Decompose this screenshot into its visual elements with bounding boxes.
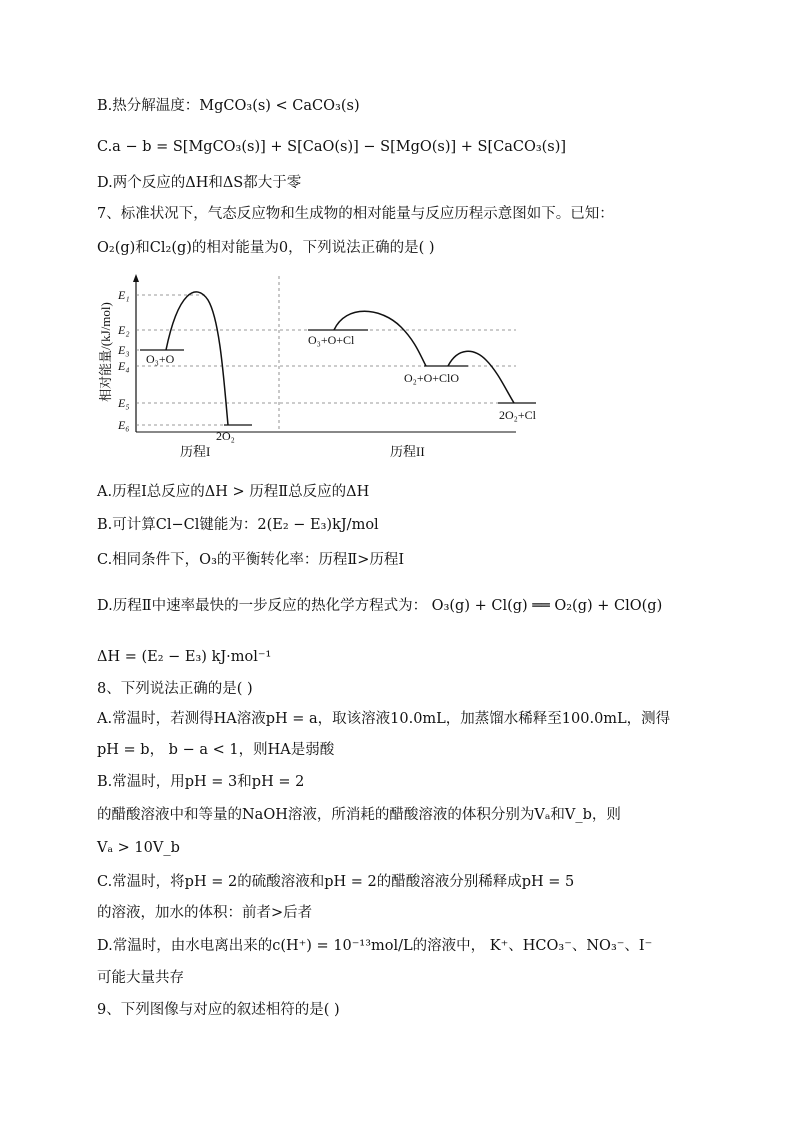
option-c-q7: C.相同条件下，O₃的平衡转化率：历程Ⅱ>历程Ⅰ [97, 552, 405, 568]
label-e3: E₃ [118, 343, 130, 357]
option-d-q8: D.常温时，由水电离出来的c(H⁺) = 10⁻¹³mol/L的溶液中， K⁺、HCO₃⁻、NO₃⁻、I⁻ [97, 938, 653, 954]
option-c-q8-cont: 的溶液，加水的体积：前者>后者 [97, 905, 313, 921]
p2-mid-species: O₂+O+ClO [404, 371, 460, 385]
option-b-q8: B.常温时，用pH = 3和pH = 2 [97, 774, 305, 790]
level-guides [136, 295, 516, 425]
option-b-q6: B.热分解温度：MgCO₃(s) < CaCO₃(s) [97, 98, 360, 114]
question-7-stem: 7、标准状况下，气态反应物和生成物的相对能量与反应历程示意图如下。已知： [97, 206, 614, 222]
option-a-q8-cont: pH = b， b − a < 1，则HA是弱酸 [97, 742, 335, 758]
option-d-q6: D.两个反应的ΔH和ΔS都大于零 [97, 175, 302, 191]
p1-curve [166, 292, 228, 425]
label-e4: E₄ [118, 359, 130, 373]
question-9-stem: 9、下列图像与对应的叙述相符的是( ) [97, 1002, 340, 1018]
label-e2: E₂ [118, 323, 130, 337]
option-c-q8: C.常温时，将pH = 2的硫酸溶液和pH = 2的醋酸溶液分别稀释成pH = 5 [97, 874, 575, 890]
y-axis-label: 相对能量/(kJ/mol) [98, 302, 113, 402]
pathway-1-label: 历程I [180, 444, 211, 459]
energy-diagram [96, 272, 536, 472]
option-c-q6: C.a − b = S[MgCO₃(s)] + S[CaO(s)] − S[MgO(s)] + S[CaCO₃(s)] [97, 139, 567, 155]
label-e6: E₆ [118, 418, 130, 432]
question-7-stem-cont: O₂(g)和Cl₂(g)的相对能量为0，下列说法正确的是( ) [97, 240, 435, 256]
option-d-q7: D.历程Ⅱ中速率最快的一步反应的热化学方程式为： O₃(g) + Cl(g) ══ O₂(g) + ClO(g) [97, 598, 663, 614]
option-b-q7: B.可计算Cl−Cl键能为：2(E₂ − E₃)kJ/mol [97, 517, 379, 533]
label-e5: E₅ [118, 396, 130, 410]
option-a-q8: A.常温时，若测得HA溶液pH = a，取该溶液10.0mL，加蒸馏水稀释至100.0mL，测得 [97, 711, 671, 727]
pathway-2-label: 历程II [390, 444, 425, 459]
y-axis-arrow [133, 274, 139, 282]
p1-end-species: 2O₂ [216, 429, 235, 443]
question-8-stem: 8、下列说法正确的是( ) [97, 681, 253, 697]
p2-end-species: 2O₂+Cl [499, 408, 536, 422]
label-e1: E₁ [118, 288, 130, 302]
level-labels [117, 288, 130, 432]
option-b-q8-cont2: Vₐ > 10V_b [97, 840, 180, 856]
p2-start-species: O₃+O+Cl [308, 333, 355, 347]
option-b-q8-cont: 的醋酸溶液中和等量的NaOH溶液，所消耗的醋酸溶液的体积分别为Vₐ和V_b，则 [97, 807, 621, 823]
option-d-q7-cont: ΔH = (E₂ − E₃) kJ·mol⁻¹ [97, 649, 272, 665]
option-d-q8-cont: 可能大量共存 [97, 970, 184, 986]
p1-start-species: O₃+O [146, 352, 175, 366]
option-a-q7: A.历程Ⅰ总反应的ΔH > 历程Ⅱ总反应的ΔH [97, 484, 370, 500]
